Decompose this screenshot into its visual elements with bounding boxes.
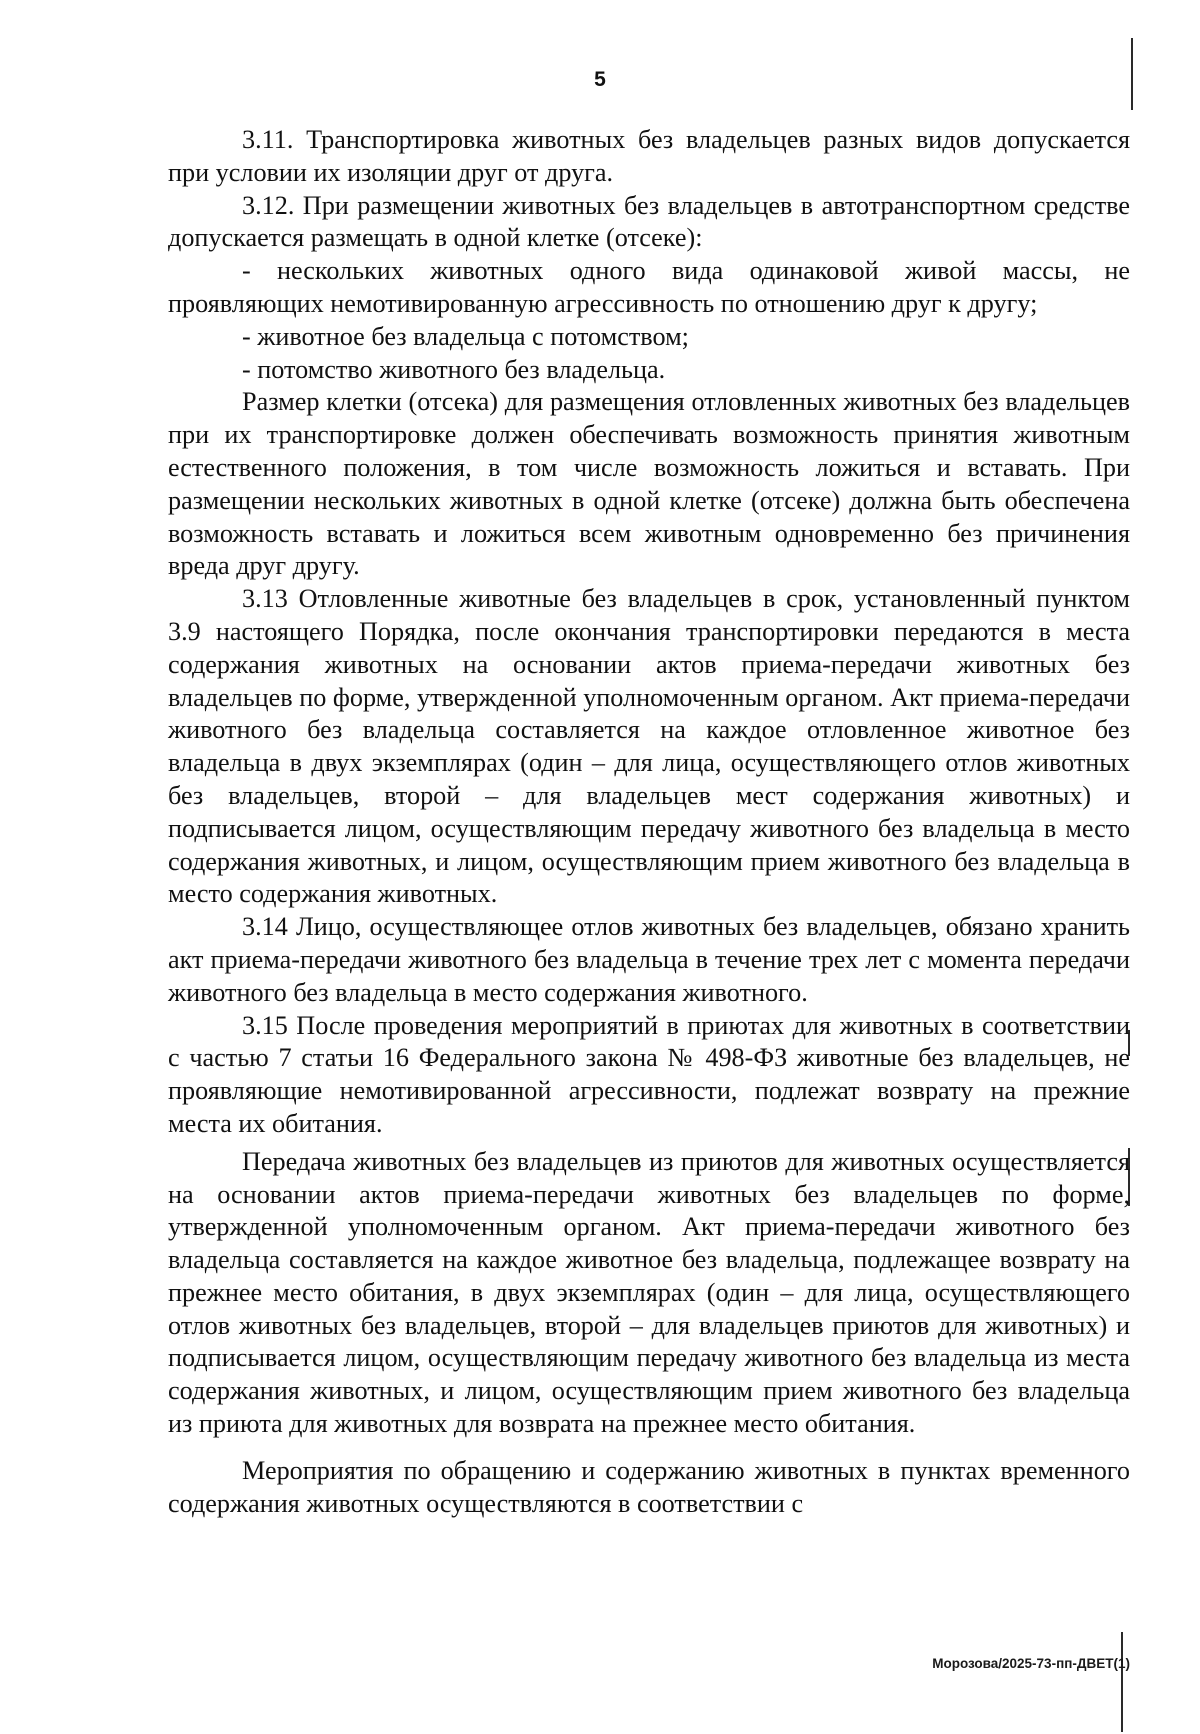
document-body <box>168 124 1130 1520</box>
scan-artifact-line <box>1131 38 1133 110</box>
paragraph-temporary-keeping-points: Мероприятия по обращению и содержанию животных в пунктах временного содержания животных осуществляются в соответствии с <box>168 1455 1130 1518</box>
list-item-several-animals: - нескольких животных одного вида одинаковой живой массы, не проявляющих немотивированную агрессивность по отношению друг к другу; <box>168 256 1130 318</box>
list-item-offspring: - потомство животного без владельца. <box>242 354 666 384</box>
list-item-animal-with-offspring: - животное без владельца с потомством; <box>242 321 689 351</box>
paragraph-3-15: 3.15 После проведения мероприятий в приютах для животных в соответствии с частью 7 статьи 16 Федерального закона № 498-ФЗ животные без владельцев, не проявляющие немотивированной агрессивности, подлежат возврату на прежние места их обитания. <box>168 1010 1130 1138</box>
paragraph-3-13: 3.13 Отловленные животные без владельцев в срок, установленный пунктом 3.9 настоящего Порядка, после окончания транспортировки передаются в места содержания животных на основании актов приема-передачи животных без владельцев по форме, утвержденной уполномоченным органом. Акт приема-передачи животного без владельца составляется на каждое отловленное животное без владельца в двух экземплярах (один – для лица, осуществляющего отлов животных без владельцев, второй – для владельцев мест содержания животных) и подписывается лицом, осуществляющим передачу животного без владельца в место содержания животных, и лицом, осуществляющим прием животного без владельца в место содержания животных. <box>168 584 1130 909</box>
paragraph-3-12: 3.12. При размещении животных без владельцев в автотранспортном средстве допускается размещать в одной клетке (отсеке): <box>168 190 1130 253</box>
paragraph-3-11: 3.11. Транспортировка животных без владельцев разных видов допускается при условии их изоляции друг от друга. <box>168 125 1130 187</box>
document-reference-code: Морозова/2025-73-пп-ДВЕТ(1) <box>932 1656 1130 1671</box>
paragraph-3-14: 3.14 Лицо, осуществляющее отлов животных без владельцев, обязано хранить акт приема-передачи животного без владельца в течение трех лет с момента передачи животного без владельца в место содержания животного. <box>168 912 1130 1007</box>
paragraph-transfer-from-shelters: Передача животных без владельцев из приютов для животных осуществляется на основании актов приема-передачи животных без владельцев по форме, утвержденной уполномоченным органом. Акт приема-передачи животного без владельца составляется на каждое животное без владельца, подлежащее возврату на прежнее место обитания, в двух экземплярах (один – для лица, осуществляющего отлов животных без владельцев, второй – для владельцев приютов для животных) и подписывается лицом, осуществляющим передачу животного без владельца из места содержания животных, и лицом, осуществляющим прием животного без владельца из приюта для животных для возврата на прежнее место обитания. <box>168 1146 1130 1439</box>
scan-artifact-line <box>1121 1632 1123 1732</box>
paragraph-cage-size: Размер клетки (отсека) для размещения отловленных животных без владельцев при их транспортировке должен обеспечивать возможность принятия животным естественного положения, в том числе возможность ложиться и вставать. При размещении нескольких животных в одной клетке (отсеке) должна быть обеспечена возможность вставать и ложиться всем животным одновременно без причинения вреда друг другу. <box>168 387 1130 581</box>
page-number: 5 <box>594 68 606 91</box>
